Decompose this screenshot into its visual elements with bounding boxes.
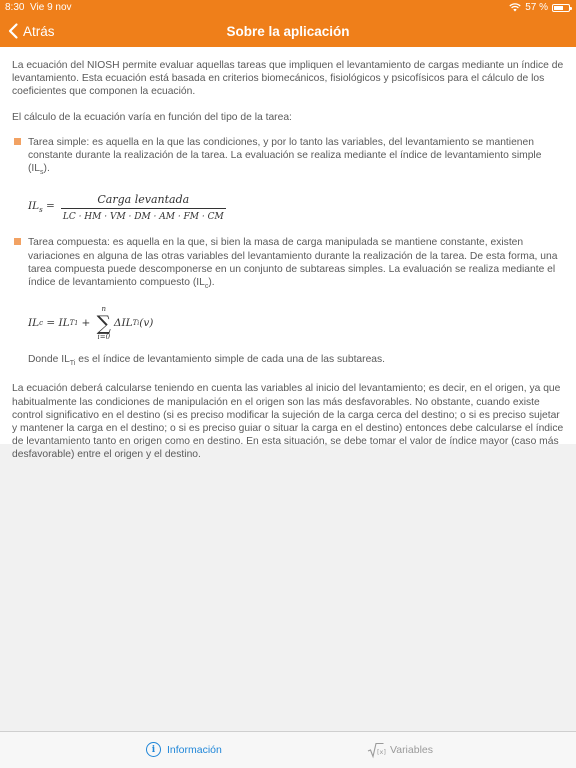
intro-paragraph-2: El cálculo de la ecuación varía en función del tipo de la tarea: (12, 111, 292, 123)
where-note: Donde $IL_{Ti}$ es el índice de levantamiento simple de cada una de las subtareas. (28, 354, 386, 368)
back-label: Atrás (23, 23, 55, 39)
battery-percent: 57 % (525, 2, 548, 13)
final-paragraph: La ecuación deberá calcularse teniendo en cuenta las variables al inicio del levantamiento; es decir, en el origen, ya que habitualmente las condiciones de manipulación en el origen son las más desfavorables. No obstante, cuando existe control significativo en el destino (si es preciso modificar la sujeción de la carga cerca del destino; o si es preciso sujetar y mantener la carga en el destino; o si es preciso guiar o situar la carga en el destino) entonces debe calcularse el índice de levantamiento tanto en origen como en destino. En esta situación, se debe tomar el valor de índice mayor (caso más desfavorable) entre el origen y el destino. (12, 383, 564, 461)
formula-simple (28, 188, 566, 228)
tab-informacion-label: Información (167, 743, 222, 756)
info-icon: i (146, 742, 161, 757)
status-date: Vie 9 nov (30, 2, 72, 13)
formula-simple-lhs: $IL_s$ = (28, 199, 55, 214)
svg-text:[x]: [x] (377, 748, 386, 756)
formula-denominator: LC · HM · VM · DM · AM · FM · CM (61, 208, 226, 224)
bullet-square-icon (14, 138, 21, 145)
status-time-date (5, 2, 72, 13)
formula-numerator: Carga levantada (97, 192, 190, 206)
content-area (0, 47, 576, 461)
battery-icon (552, 4, 570, 12)
bullet-compound-task (12, 236, 566, 293)
bullet-simple-sub: s (40, 169, 44, 177)
summation-symbol: n ∑ i=0 (96, 305, 111, 342)
tab-variables-label: Variables (390, 744, 433, 756)
status-right (509, 2, 570, 13)
bullet-simple-text: Tarea simple: es aquella en la que las condiciones, y por lo tanto las variables, del levantamiento se mantienen constante durante la realización de la tarea. La evaluación se realiza mediante el índice de levantamiento simple (IL (28, 136, 542, 175)
status-bar (0, 0, 576, 16)
bullet-compound-tail: ). (208, 277, 215, 289)
page-title: Sobre la aplicación (226, 24, 350, 39)
wifi-icon (509, 3, 521, 12)
formula-compound: IL c = IL T1 + n ∑ i=0 ΔIL Ti (v) (28, 305, 154, 342)
bullet-square-icon (14, 238, 21, 245)
status-time: 8:30 (5, 2, 25, 13)
tab-informacion[interactable] (146, 742, 222, 757)
intro-paragraph: La ecuación del NIOSH permite evaluar aquellas tareas que impliquen el levantamiento de cargas mediante un índice de levantamiento. Esta ecuación está basada en criterios biomecánicos, fisiológicos y psicofísicos para el cálculo de los coeficientes que componen la ecuación. (12, 60, 564, 98)
square-root-icon (367, 742, 384, 758)
bullet-compound-sub: c (204, 283, 209, 291)
navigation-bar (0, 16, 576, 47)
bullet-compound-text: Tarea compuesta: es aquella en la que, si bien la masa de carga manipulada se mantiene constante, existen variaciones en alguna de las otras variables del levantamiento durante la realización de la tarea. De esta forma, una tarea compuesta puede descomponerse en un conjunto de subtareas simples. La evaluación se realiza mediante el índice de levantamiento compuesto (IL (28, 237, 558, 289)
tab-bar (0, 731, 576, 768)
bullet-simple-tail: ). (43, 163, 50, 175)
formula-simple-fraction (61, 193, 226, 224)
tab-variables[interactable] (367, 742, 433, 758)
bullet-simple-task (12, 136, 566, 180)
